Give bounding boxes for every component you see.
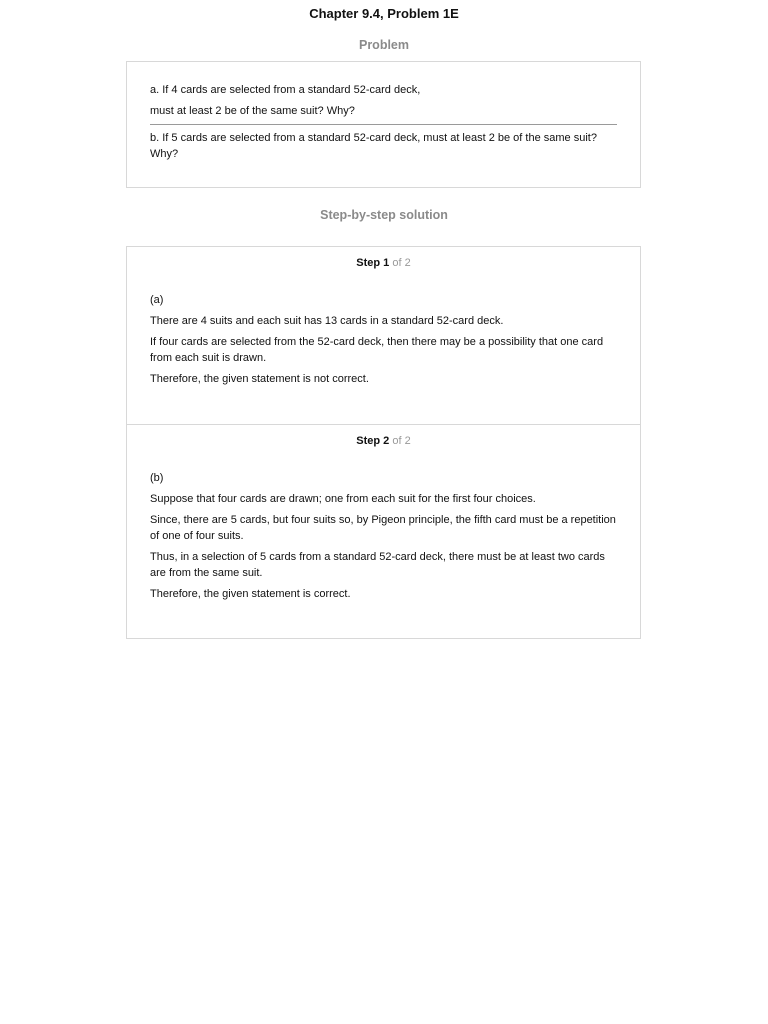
step-1-header bbox=[150, 256, 617, 270]
step-2-header bbox=[150, 434, 617, 448]
step-2-label: Step 2 bbox=[356, 435, 390, 447]
step-2-line: Thus, in a selection of 5 cards from a standard 52-card deck, there must be at least two cards are from the same suit. bbox=[150, 551, 605, 579]
solution-heading: Step-by-step solution bbox=[320, 208, 448, 222]
step-1-line: Therefore, the given statement is not correct. bbox=[150, 373, 369, 385]
step-2-body bbox=[150, 470, 617, 602]
step-1-line: If four cards are selected from the 52-card deck, then there may be a possibility that one card from each suit is drawn. bbox=[150, 336, 604, 364]
step-1-of: of 2 bbox=[392, 257, 411, 269]
problem-part-a-line1: a. If 4 cards are selected from a standard 52-card deck, bbox=[150, 84, 421, 96]
problem-part-b: b. If 5 cards are selected from a standard 52-card deck, must at least 2 be of the same suit? Why? bbox=[150, 132, 597, 160]
step-1-body bbox=[150, 292, 617, 387]
problem-box bbox=[126, 61, 641, 188]
problem-part-a-line2: must at least 2 be of the same suit? Why? bbox=[150, 105, 355, 117]
step-1-line: (a) bbox=[150, 294, 164, 306]
step-2-line: Since, there are 5 cards, but four suits so, by Pigeon principle, the fifth card must be a repetition of one of four suits. bbox=[150, 514, 616, 542]
step-2-line: (b) bbox=[150, 472, 164, 484]
step-1-line: There are 4 suits and each suit has 13 cards in a standard 52-card deck. bbox=[150, 315, 504, 327]
step-2-line: Suppose that four cards are drawn; one from each suit for the first four choices. bbox=[150, 493, 536, 505]
step-1 bbox=[127, 247, 640, 425]
solution-box bbox=[126, 246, 641, 639]
problem-heading: Problem bbox=[358, 38, 409, 52]
page-title: Chapter 9.4, Problem 1E bbox=[309, 6, 459, 21]
step-2 bbox=[127, 425, 640, 639]
problem-divider bbox=[150, 124, 617, 125]
step-2-of: of 2 bbox=[392, 435, 411, 447]
step-2-line: Therefore, the given statement is correct. bbox=[150, 588, 351, 600]
step-1-label: Step 1 bbox=[356, 257, 390, 269]
